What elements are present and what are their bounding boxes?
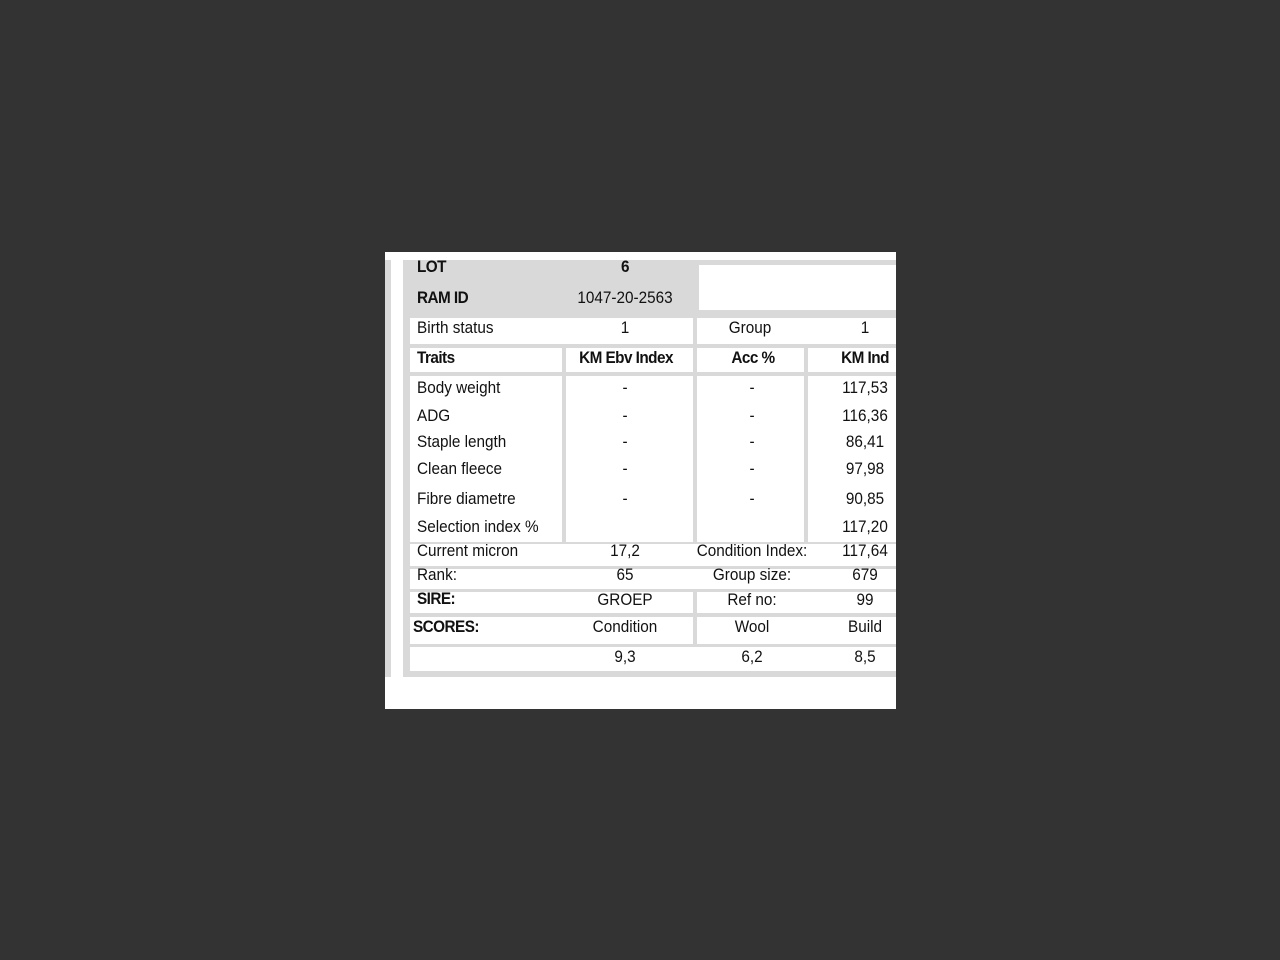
score-value-condition: 9,3: [614, 647, 636, 666]
trait-ebv: -: [622, 432, 628, 451]
trait-acc: -: [749, 378, 755, 397]
ref-no-label: Ref no:: [727, 590, 777, 609]
trait-name: Body weight: [417, 378, 501, 397]
ref-no-value: 99: [856, 590, 874, 609]
trait-acc: -: [749, 406, 755, 425]
rank-label: Rank:: [417, 565, 457, 584]
trait-ind: 117,20: [842, 517, 888, 536]
sire-label: SIRE:: [417, 589, 456, 608]
group-label: Group: [728, 318, 772, 337]
trait-ind: 90,85: [845, 489, 885, 508]
score-value-build: 8,5: [854, 647, 876, 666]
score-header-build: Build: [847, 617, 883, 636]
trait-name: Selection index %: [417, 517, 539, 536]
trait-ind: 116,36: [842, 406, 888, 425]
trait-name: ADG: [417, 406, 451, 425]
acc-header: Acc %: [731, 348, 775, 367]
group-size-value: 679: [852, 565, 878, 584]
score-value-wool: 6,2: [741, 647, 763, 666]
left-border: [385, 260, 391, 677]
trait-name: Clean fleece: [417, 459, 503, 478]
ind-header: KM Ind: [841, 348, 889, 367]
ebv-column: [566, 376, 693, 542]
trait-name: Fibre diametre: [417, 489, 516, 508]
birth-status-label: Birth status: [417, 318, 494, 337]
ram-id-value: 1047-20-2563: [577, 288, 673, 307]
trait-ind: 117,53: [842, 378, 888, 397]
current-micron-label: Current micron: [417, 541, 519, 560]
ram-sale-card: [385, 252, 896, 709]
trait-ebv: -: [622, 489, 628, 508]
trait-ind: 97,98: [845, 459, 885, 478]
condition-index-value: 117,64: [842, 541, 888, 560]
ebv-header: KM Ebv Index: [579, 348, 673, 367]
traits-header: Traits: [417, 348, 455, 367]
scores-label: SCORES:: [413, 617, 479, 636]
trait-ebv: -: [622, 406, 628, 425]
ram-id-label: RAM ID: [417, 288, 469, 307]
trait-acc: -: [749, 489, 755, 508]
condition-index-label: Condition Index:: [696, 541, 808, 560]
birth-status-value: 1: [620, 318, 630, 337]
score-header-condition: Condition: [592, 617, 658, 636]
rank-value: 65: [616, 565, 634, 584]
score-header-wool: Wool: [734, 617, 770, 636]
trait-acc: -: [749, 432, 755, 451]
trait-ebv: -: [622, 378, 628, 397]
lot-value: 6: [621, 257, 629, 276]
trait-ind: 86,41: [845, 432, 885, 451]
trait-ebv: -: [622, 459, 628, 478]
rank-row: [410, 569, 896, 589]
trait-name: Staple length: [417, 432, 507, 451]
score-values-row: [410, 647, 896, 671]
header-right-box: [699, 265, 896, 310]
lot-label: LOT: [417, 257, 446, 276]
trait-acc: -: [749, 459, 755, 478]
group-size-label: Group size:: [712, 565, 792, 584]
sire-value: GROEP: [597, 590, 653, 609]
group-value: 1: [860, 318, 870, 337]
current-micron-value: 17,2: [610, 541, 640, 560]
